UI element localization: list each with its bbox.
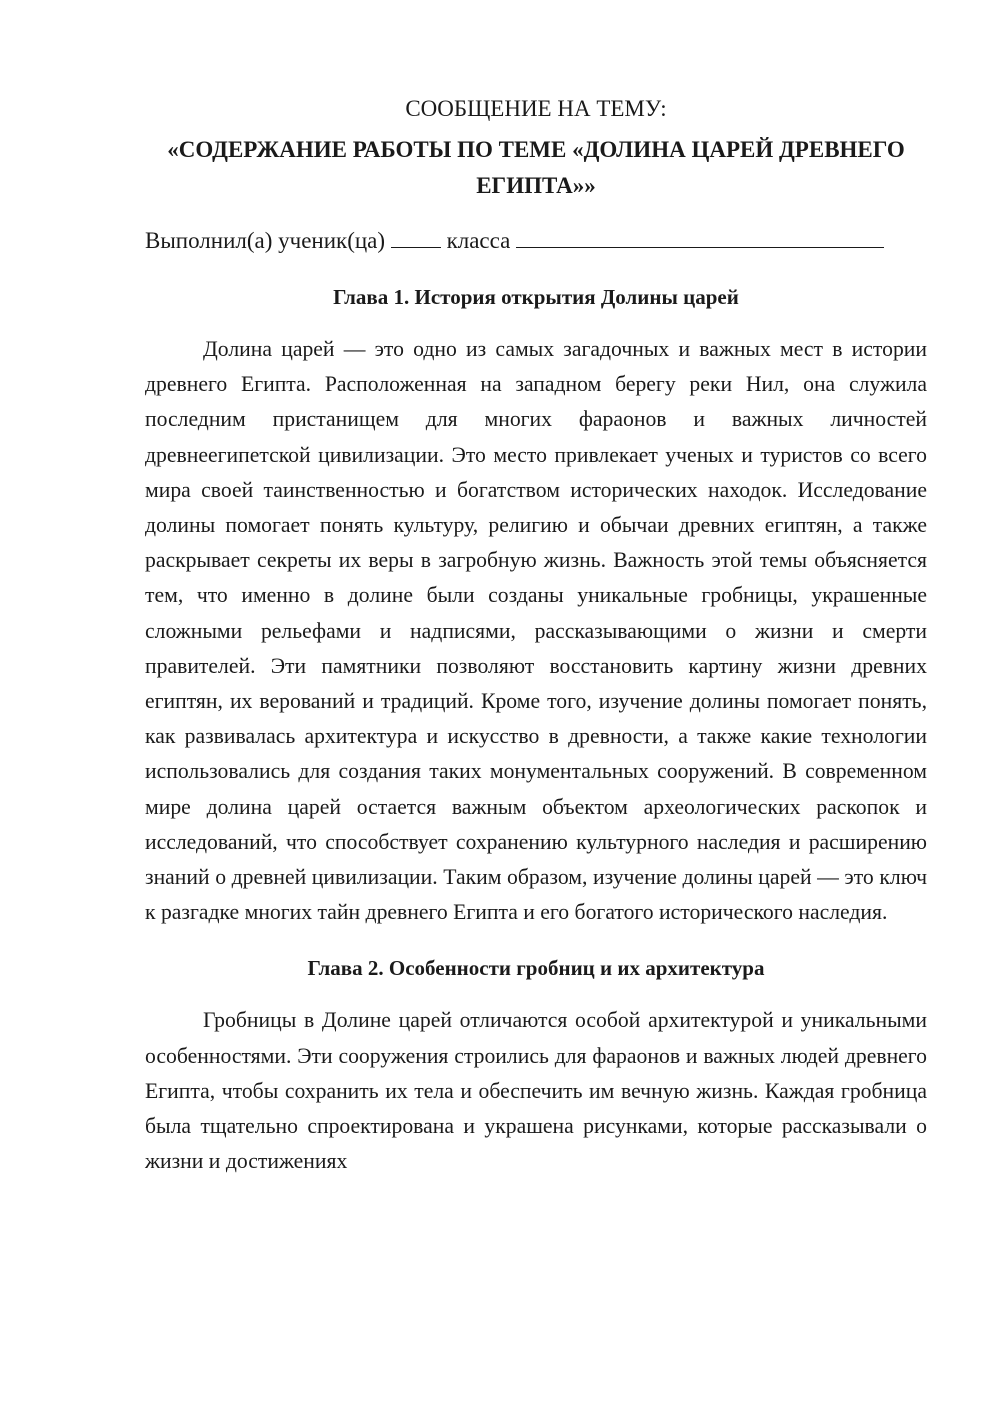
name-blank xyxy=(516,225,884,248)
chapter-1-paragraph: Долина царей — это одно из самых загадочных и важных мест в истории древнего Египта. Расположенная на западном берегу реки Нил, она служила последним пристанищем для многих фараонов и важных личностей древнеегипетской цивилизации. Это место привлекает ученых и туристов со всего мира своей таинственностью и богатством исторических находок. Исследование долины помогает понять культуру, религию и обычаи древних египтян, а также раскрывает секреты их веры в загробную жизнь. Важность этой темы объясняется тем, что именно в долине были созданы уникальные гробницы, украшенные сложными рельефами и надписями, рассказывающими о жизни и смерти правителей. Эти памятники позволяют восстановить картину жизни древних египтян, их верований и традиций. Кроме того, изучение долины помогает понять, как развивалась архитектура и искусство в древности, а также какие технологии использовались для создания таких монументальных сооружений. В современном мире долина царей остается важным объектом археологических раскопок и исследований, что способствует сохранению культурного наследия и расширению знаний о древней цивилизации. Таким образом, изучение долины царей — это ключ к разгадке многих тайн древнего Египта и его богатого исторического наследия. xyxy=(145,337,927,925)
document-header: СООБЩЕНИЕ НА ТЕМУ: xyxy=(405,96,667,121)
chapter-2-title: Глава 2. Особенности гробниц и их архитектура xyxy=(307,956,765,981)
chapter-2-paragraph: Гробницы в Долине царей отличаются особой архитектурой и уникальными особенностями. Эти сооружения строились для фараонов и важных людей древнего Египта, чтобы сохранить их тела и обеспечить им вечную жизнь. Каждая гробница была тщательно спроектирована и украшена рисунками, которые рассказывали о жизни и достижениях xyxy=(145,1008,927,1174)
class-label: класса xyxy=(446,228,511,253)
author-prefix: Выполнил(а) ученик(ца) xyxy=(145,228,386,253)
author-line xyxy=(145,224,927,258)
chapter-1-title: Глава 1. История открытия Долины царей xyxy=(333,285,739,309)
grade-blank xyxy=(391,225,441,248)
document-page xyxy=(145,92,927,1179)
document-title: «СОДЕРЖАНИЕ РАБОТЫ ПО ТЕМЕ «ДОЛИНА ЦАРЕЙ ДРЕВНЕГО ЕГИПТА»» xyxy=(167,137,905,198)
